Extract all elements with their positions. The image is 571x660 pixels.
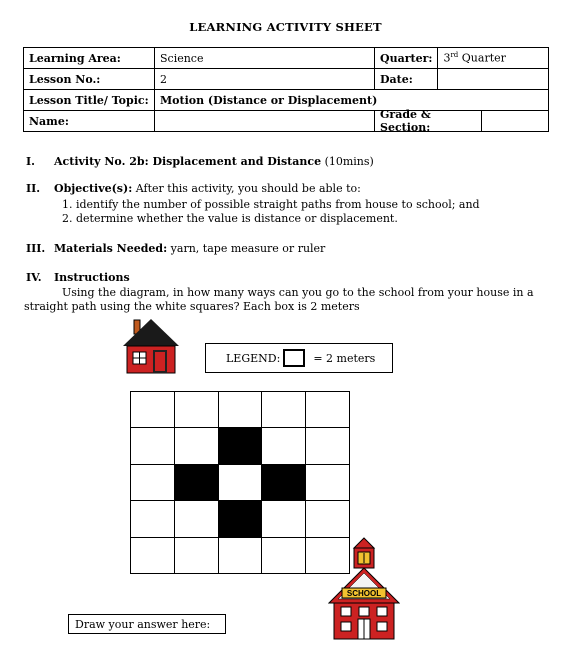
legend-box: [205, 343, 393, 373]
lesson-title-label: Lesson Title/ Topic:: [24, 90, 155, 111]
lesson-no-label: Lesson No.:: [24, 69, 155, 90]
grid-cell-white: [262, 538, 306, 574]
quarter-value: 3rd Quarter: [438, 48, 549, 69]
grid-cell-blocked: [262, 465, 306, 501]
section-instructions: IV. Instructions: [26, 271, 130, 284]
lesson-no-value: 2: [155, 69, 375, 90]
grid-cell-white: [131, 501, 175, 537]
grade-section-field[interactable]: [482, 111, 548, 131]
grade-section-label: Grade & Section:: [375, 111, 482, 131]
section-activity: I. Activity No. 2b: Displacement and Distance (10mins): [26, 155, 374, 168]
learning-area-label: Learning Area:: [24, 48, 155, 69]
name-label: Name:: [24, 111, 155, 132]
answer-box[interactable]: Draw your answer here:: [68, 614, 226, 634]
grid-cell-blocked: [219, 501, 263, 537]
learning-area-value: Science: [155, 48, 375, 69]
grid-cell-white: [262, 392, 306, 428]
objective-2: 2. determine whether the value is distance or displacement.: [62, 212, 398, 225]
date-label: Date:: [375, 69, 438, 90]
info-table: [23, 47, 549, 132]
grade-section-cell: [375, 108, 549, 134]
grid-cell-white: [131, 428, 175, 464]
grid-cell-white: [306, 465, 350, 501]
house-icon: [122, 317, 180, 375]
legend-value: = 2 meters: [313, 351, 376, 365]
instructions-line-1: Using the diagram, in how many ways can you go to the school from your house in a: [62, 286, 534, 299]
grid-cell-white: [175, 538, 219, 574]
section-objectives: II. Objective(s): After this activity, you should be able to:: [26, 182, 361, 195]
path-grid: [130, 391, 350, 574]
instructions-line-2: straight path using the white squares? Each box is 2 meters: [24, 300, 360, 313]
grid-cell-white: [219, 392, 263, 428]
grid-cell-white: [219, 538, 263, 574]
section-materials: III. Materials Needed: yarn, tape measure or ruler: [26, 242, 326, 255]
grid-cell-white: [131, 538, 175, 574]
date-field[interactable]: [438, 69, 549, 90]
grid-cell-blocked: [175, 465, 219, 501]
grid-cell-white: [306, 501, 350, 537]
grid-cell-white: [262, 501, 306, 537]
grid-cell-white: [175, 392, 219, 428]
grid-cell-white: [219, 465, 263, 501]
grid-cell-white: [131, 392, 175, 428]
school-icon: [328, 536, 400, 640]
grid-cell-white: [306, 392, 350, 428]
grid-cell-white: [262, 428, 306, 464]
quarter-label: Quarter:: [375, 48, 438, 69]
name-field[interactable]: [155, 111, 375, 132]
grid-cell-white: [131, 465, 175, 501]
grid-cell-blocked: [219, 428, 263, 464]
school-sign: SCHOOL: [346, 589, 382, 598]
lesson-title-value: Motion (Distance or Displacement): [155, 90, 549, 111]
legend-square-icon: [283, 349, 305, 367]
legend-label: LEGEND:: [226, 351, 281, 365]
objective-1: 1. identify the number of possible straight paths from house to school; and: [62, 198, 480, 211]
grid-cell-white: [175, 501, 219, 537]
grid-cell-white: [175, 428, 219, 464]
sheet-title: LEARNING ACTIVITY SHEET: [189, 20, 382, 34]
grid-cell-white: [306, 428, 350, 464]
